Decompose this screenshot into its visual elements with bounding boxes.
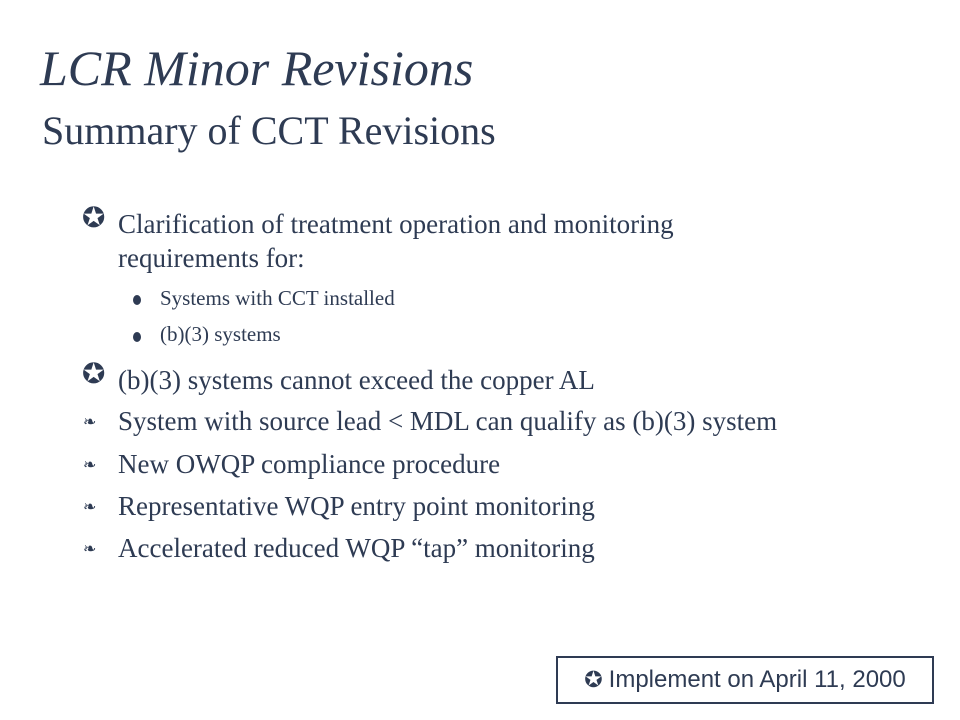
implement-date-callout — [556, 656, 934, 704]
sub-bullet-2: (b)(3) systems — [160, 322, 281, 346]
bullet-dot-icon — [133, 295, 141, 305]
bullet-dot-icon — [133, 332, 141, 342]
bullet-1-line-1: Clarification of treatment operation and monitoring — [118, 209, 674, 239]
slide-subtitle: Summary of CCT Revisions — [42, 108, 496, 153]
bullet-5: Representative WQP entry point monitoring — [118, 491, 595, 521]
leaf-icon: ❧ — [83, 455, 97, 474]
bullet-6: Accelerated reduced WQP “tap” monitoring — [118, 533, 595, 563]
leaf-icon: ❧ — [83, 539, 97, 558]
bullet-2: (b)(3) systems cannot exceed the copper AL — [118, 365, 595, 395]
slide-title: LCR Minor Revisions — [40, 40, 474, 96]
star-in-circle-icon: ✪ — [584, 667, 603, 693]
bullet-1-line-2: requirements for: — [118, 243, 305, 273]
leaf-icon: ❧ — [83, 412, 97, 431]
callout-text: Implement on April 11, 2000 — [608, 666, 906, 693]
star-in-circle-icon: ✪ — [82, 357, 106, 390]
star-in-circle-icon: ✪ — [82, 201, 106, 234]
bullet-3: System with source lead < MDL can qualify as (b)(3) system — [118, 406, 778, 436]
leaf-icon: ❧ — [83, 497, 97, 516]
sub-bullet-1: Systems with CCT installed — [160, 286, 395, 310]
bullet-4: New OWQP compliance procedure — [118, 449, 501, 479]
